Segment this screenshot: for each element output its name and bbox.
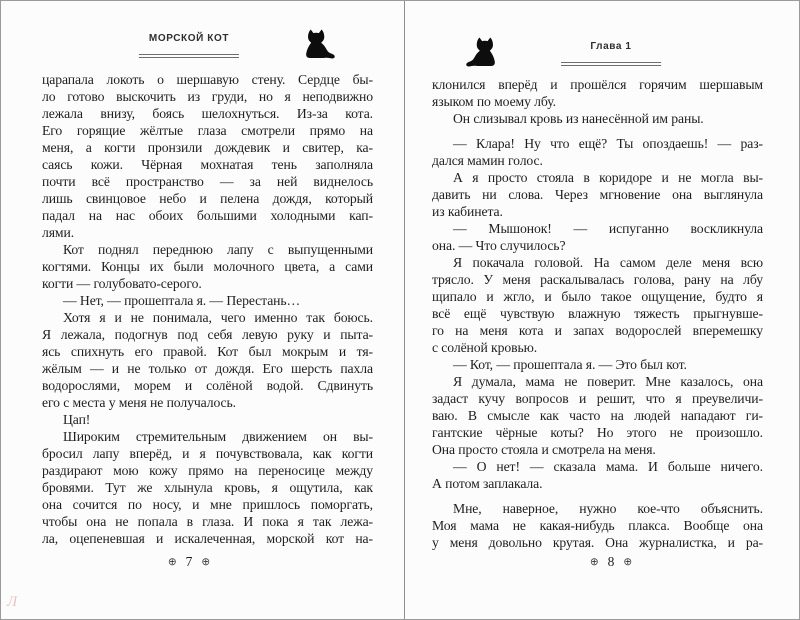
text-line: клонился вперёд и прошёлся горячим шершавым <box>432 77 763 92</box>
text-line: когти — голубовато-серого. <box>42 276 202 291</box>
text-line: ваю. В смысле как часто на людей нападают ги- <box>432 408 763 423</box>
page-number-value: 7 <box>185 554 193 569</box>
text-line: — Нет, — прошептала я. — Перестань… <box>63 293 301 308</box>
text-line: царапала локоть о шершавую стену. Сердце бы- <box>42 72 373 87</box>
text-line: го на меня кота и запах водорослей вперемешку <box>432 323 763 338</box>
text-line: ла, оцепеневшая и искалеченная, морской кот на- <box>42 531 373 546</box>
text-line: жёлым — и не только от дождя. Его шерсть пахла <box>42 361 373 376</box>
text-line: его с места у меня не получалось. <box>42 395 236 410</box>
text-line: трясло. У меня раскалывалась голова, рану на лбу <box>432 272 763 287</box>
circled-plus-ornament: ⊕ <box>201 556 211 568</box>
circled-plus-ornament: ⊕ <box>589 556 599 568</box>
text-line: давить ни слова. Через мгновение она выглянула <box>432 187 763 202</box>
text-line: почти всё пространство — за ней виднелось <box>42 174 373 189</box>
text-line: ло готово выскочить из груди, но я неподвижно <box>42 89 373 104</box>
page-number-left <box>139 554 239 570</box>
paragraph-break <box>432 127 763 135</box>
text-line: — О нет! — сказала мама. И больше ничего. <box>453 459 763 474</box>
text-line: Хотя я и не понимала, чего именно так боюсь. <box>63 310 373 325</box>
text-line: Я лежала, подогнув под себя левую руку и пыта- <box>42 327 373 342</box>
text-line: у меня довольно крутая. Она журналистка, и ра- <box>432 535 763 550</box>
running-title-left: МОРСКОЙ КОТ <box>148 33 230 44</box>
text-line: Он слизывал кровь из нанесённой им раны. <box>453 111 704 126</box>
text-line: лежала внизу, боясь шелохнуться. Из-за кота. <box>42 106 373 121</box>
text-line: Кот поднял переднюю лапу с выпущенными <box>63 242 373 257</box>
text-line: Я думала, мама не поверит. Мне казалось, она <box>453 374 763 389</box>
text-line: раздирают мою кожу прямо на переносице между <box>42 463 373 478</box>
text-block-right <box>432 76 763 551</box>
text-line: бровями. Тут же хлынула кровь, я ощутила, как <box>42 480 373 495</box>
text-line: водорослями, морем и солёной водой. Сдвинуть <box>42 378 373 393</box>
header-rule-right <box>561 62 661 66</box>
page-number-value: 8 <box>607 554 615 569</box>
text-line: Цап! <box>63 412 91 427</box>
text-line: А потом заплакала. <box>432 476 543 491</box>
text-line: Моя мама не какая-нибудь плакса. Вообще она <box>432 518 763 533</box>
running-title-right: Глава 1 <box>590 41 632 52</box>
text-line: языком по моему лбу. <box>432 94 556 109</box>
text-line: ясь спихнуть его правой. Кот был мокрым и тя- <box>42 344 373 359</box>
text-line: — Кот, — прошептала я. — Это был кот. <box>453 357 687 372</box>
text-line: Мне, наверное, нужно кое-что объяснить. <box>453 501 763 516</box>
cat-icon <box>299 29 336 59</box>
paragraph-break <box>432 492 763 500</box>
text-line: дался мамин голос. <box>432 153 543 168</box>
text-line: она сочится по носу, и мне пришлось поморгать, <box>42 497 373 512</box>
cat-icon <box>465 37 502 67</box>
watermark: Л <box>7 594 18 610</box>
page-left <box>1 1 404 619</box>
text-line: чтобы она не попала в глаза. И пока я так лежа- <box>42 514 373 529</box>
text-line: бросил лапу вперёд, и я почувствовала, как когти <box>42 446 373 461</box>
text-line: Она просто стояла и смотрела на меня. <box>432 442 656 457</box>
text-line: лишь свинцовое небо и пелена дождя, который <box>42 191 373 206</box>
text-line: всё ещё чувствую влажную тяжесть прыгнувше- <box>432 306 763 321</box>
page-right <box>405 1 799 619</box>
text-line: падал на нас обоих большими холодными кап- <box>42 208 373 223</box>
text-line: — Клара! Ну что ещё? Ты опоздаешь! — раз- <box>453 136 763 151</box>
page-number-right <box>561 554 661 570</box>
text-block-left <box>42 71 373 547</box>
text-line: Широким стремительным движением он вы- <box>63 429 373 444</box>
text-line: когтями. Концы их были молочного цвета, а сами <box>42 259 373 274</box>
text-line: гантские чёрные коты? Но этого не произошло. <box>432 425 763 440</box>
text-line: саясь кожи. Чёрная мохнатая тень заполняла <box>42 157 373 172</box>
text-line: меня, а когти пронзили дождевик и свитер, ка- <box>42 140 373 155</box>
header-rule-left <box>139 54 239 58</box>
text-line: она. — Что случилось? <box>432 238 566 253</box>
text-line: — Мышонок! — испуганно воскликнула <box>453 221 763 236</box>
text-line: щипало и жгло, и было такое ощущение, будто я <box>432 289 763 304</box>
text-line: лями. <box>42 225 75 240</box>
text-line: из кабинета. <box>432 204 503 219</box>
text-line: Я покачала головой. На самом деле меня всю <box>453 255 763 270</box>
text-line: задаст кучу вопросов и решит, что я преувеличи- <box>432 391 763 406</box>
text-line: А я просто стояла в коридоре и не могла вы- <box>453 170 763 185</box>
circled-plus-ornament: ⊕ <box>623 556 633 568</box>
circled-plus-ornament: ⊕ <box>167 556 177 568</box>
text-line: Его горящие жёлтые глаза смотрели прямо на <box>42 123 373 138</box>
text-line: с солёной кровью. <box>432 340 538 355</box>
